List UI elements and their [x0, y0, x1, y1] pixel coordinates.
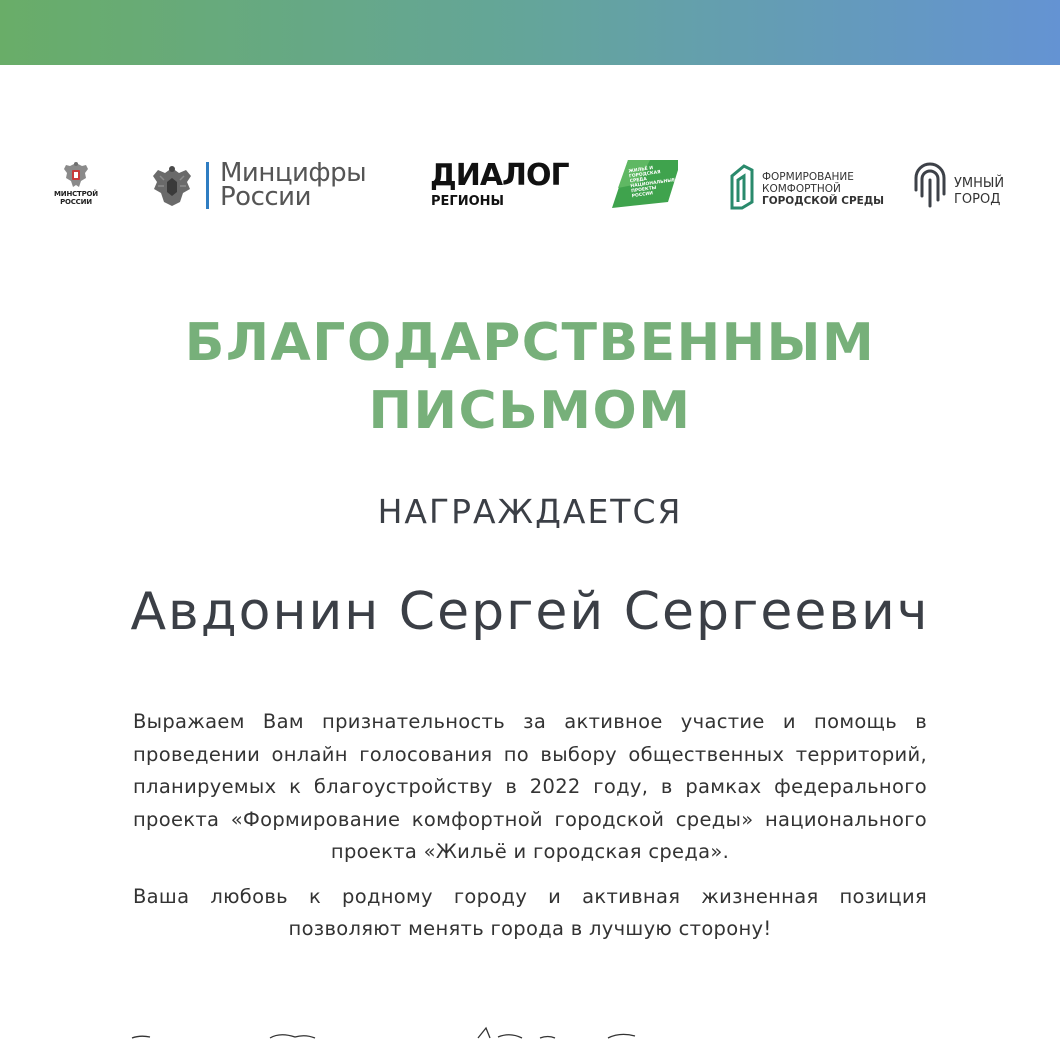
letter-title-line2: ПИСЬМОМ — [368, 381, 692, 441]
fingerprint-icon — [912, 160, 948, 210]
mintsifry-name-line1: Минцифры — [220, 158, 367, 188]
letter-paragraph-2: Ваша любовь к родному городу и активная жизненная позиция позволяют менять города в лучшую сторону! — [133, 884, 927, 940]
recipient-name: Авдонин Сергей Сергеевич — [130, 582, 930, 642]
coat-of-arms-icon — [150, 164, 194, 210]
mintsifry-logo — [150, 160, 385, 212]
dialog-regions-logo — [430, 160, 570, 212]
comfortable-city-icon — [728, 162, 756, 210]
smart-line1: УМНЫЙ — [954, 176, 1005, 191]
mintsifry-divider — [206, 162, 209, 209]
comfort-line2: КОМФОРТНОЙ — [762, 183, 841, 195]
national-projects-text: ЖИЛЬЁ И ГОРОДСКАЯ СРЕДА НАЦИОНАЛЬНЫЕ ПРОЕКТЫ РОССИИ — [628, 166, 676, 200]
signature-marks — [130, 1026, 650, 1039]
dialog-logo-main: ДИАЛОГ — [430, 158, 569, 193]
letter-body — [133, 706, 927, 946]
comfort-line3: ГОРОДСКОЙ СРЕДЫ — [762, 195, 885, 207]
national-projects-logo — [610, 158, 682, 210]
header-gradient-band — [0, 0, 1060, 65]
minstroy-logo — [50, 160, 102, 212]
mintsifry-name-line2: России — [220, 182, 311, 212]
letter-title-line1: БЛАГОДАРСТВЕННЫМ — [184, 313, 876, 373]
comfortable-city-text — [762, 171, 884, 207]
comfort-line1: ФОРМИРОВАНИЕ — [762, 171, 854, 183]
smart-city-text — [954, 176, 1004, 208]
letter-paragraph-1: Выражаем Вам признательность за активное участие и помощь в проведении онлайн голосования по выбору общественных территорий, планируемых к благоустройству в 2022 году, в рамках федерального проекта «Формирование комфортной городской среды» национального проекта «Жильё и городская среда». — [133, 710, 927, 863]
awarded-subtitle: НАГРАЖДАЕТСЯ — [377, 492, 683, 531]
letter-title — [0, 309, 1060, 445]
minstroy-caption-line1: МИНСТРОЙ — [54, 190, 98, 198]
smart-line2: ГОРОД — [954, 192, 1001, 207]
comfortable-city-logo — [728, 160, 888, 212]
minstroy-caption-line2: РОССИИ — [60, 198, 92, 206]
partner-logos-row — [0, 150, 1060, 230]
coat-of-arms-icon — [61, 160, 91, 190]
smart-city-logo — [912, 160, 1022, 212]
dialog-logo-sub: РЕГИОНЫ — [431, 194, 504, 209]
